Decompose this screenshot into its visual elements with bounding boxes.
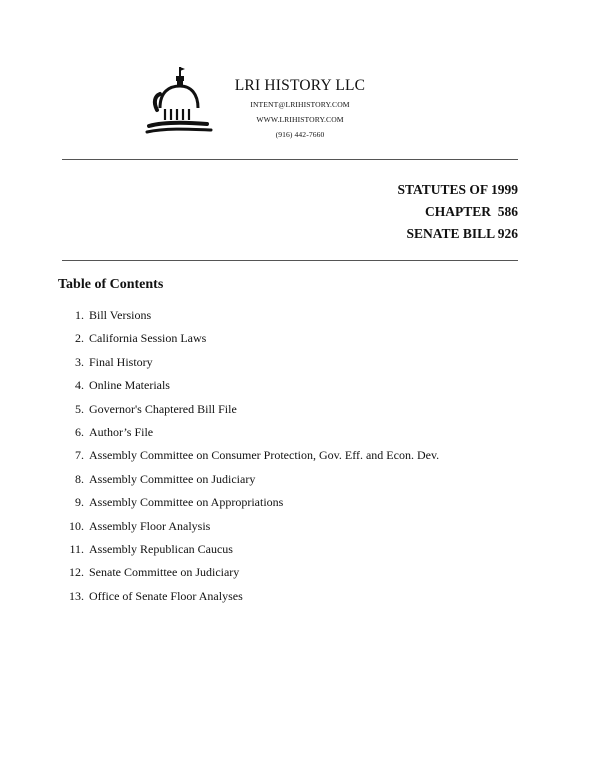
toc-item-number: 7.	[75, 448, 84, 463]
contact-email: INTENT@LRIHISTORY.COM	[250, 100, 350, 109]
toc-item-label: Final History	[89, 354, 153, 369]
toc-item-number: 13.	[69, 588, 84, 603]
statute-year: STATUTES OF 1999	[397, 182, 518, 197]
toc-item-label: Author’s File	[89, 424, 154, 439]
toc-item-label: Bill Versions	[89, 308, 152, 322]
toc-item-label: Assembly Committee on Consumer Protection, Gov. Eff. and Econ. Dev.	[89, 448, 440, 463]
toc-item-number: 9.	[75, 495, 84, 510]
statute-chapter: CHAPTER 586	[424, 204, 518, 219]
header-divider	[62, 159, 518, 160]
toc-item-senate-judiciary	[58, 565, 439, 588]
toc-item-appropriations	[58, 495, 439, 518]
toc-item-number: 2.	[75, 331, 84, 346]
toc-item-online-materials	[58, 378, 439, 401]
toc-item-label: Senate Committee on Judiciary	[89, 565, 240, 580]
toc-list	[58, 308, 439, 612]
toc-item-number: 3.	[75, 354, 84, 369]
toc-item-label: Governor's Chaptered Bill File	[89, 401, 237, 416]
toc-item-label: Assembly Committee on Appropriations	[89, 495, 284, 510]
toc-item-governors-file	[58, 402, 439, 425]
toc-item-senate-floor	[58, 589, 439, 612]
org-name: LRI HISTORY LLC	[234, 77, 366, 94]
toc-title: Table of Contents	[58, 277, 164, 292]
toc-item-number: 12.	[69, 565, 84, 580]
toc-item-number: 10.	[69, 518, 84, 533]
toc-item-final-history	[58, 355, 439, 378]
toc-item-number: 11.	[69, 541, 84, 556]
toc-item-number: 8.	[75, 471, 84, 486]
toc-item-number: 4.	[75, 378, 84, 393]
toc-item-bill-versions	[58, 308, 439, 331]
toc-item-authors-file	[58, 425, 439, 448]
statute-divider	[62, 260, 518, 261]
toc-item-label: California Session Laws	[89, 331, 207, 346]
contact-website: WWW.LRIHISTORY.COM	[256, 115, 344, 124]
statute-bill: SENATE BILL 926	[406, 226, 518, 241]
toc-item-assembly-judiciary	[58, 472, 439, 495]
toc-item-number: 1.	[75, 308, 84, 322]
toc-item-number: 5.	[75, 401, 84, 416]
toc-item-label: Online Materials	[89, 378, 170, 393]
toc-item-label: Office of Senate Floor Analyses	[89, 588, 243, 603]
toc-item-consumer-protection	[58, 448, 439, 471]
toc-item-label: Assembly Republican Caucus	[89, 541, 233, 556]
toc-item-number: 6.	[75, 424, 84, 439]
toc-item-session-laws	[58, 331, 439, 354]
toc-item-republican-caucus	[58, 542, 439, 565]
toc-item-label: Assembly Floor Analysis	[89, 518, 211, 533]
capitol-dome-icon	[143, 64, 213, 138]
toc-item-assembly-floor	[58, 519, 439, 542]
toc-item-label: Assembly Committee on Judiciary	[89, 471, 256, 486]
contact-phone: (916) 442-7660	[275, 130, 325, 139]
